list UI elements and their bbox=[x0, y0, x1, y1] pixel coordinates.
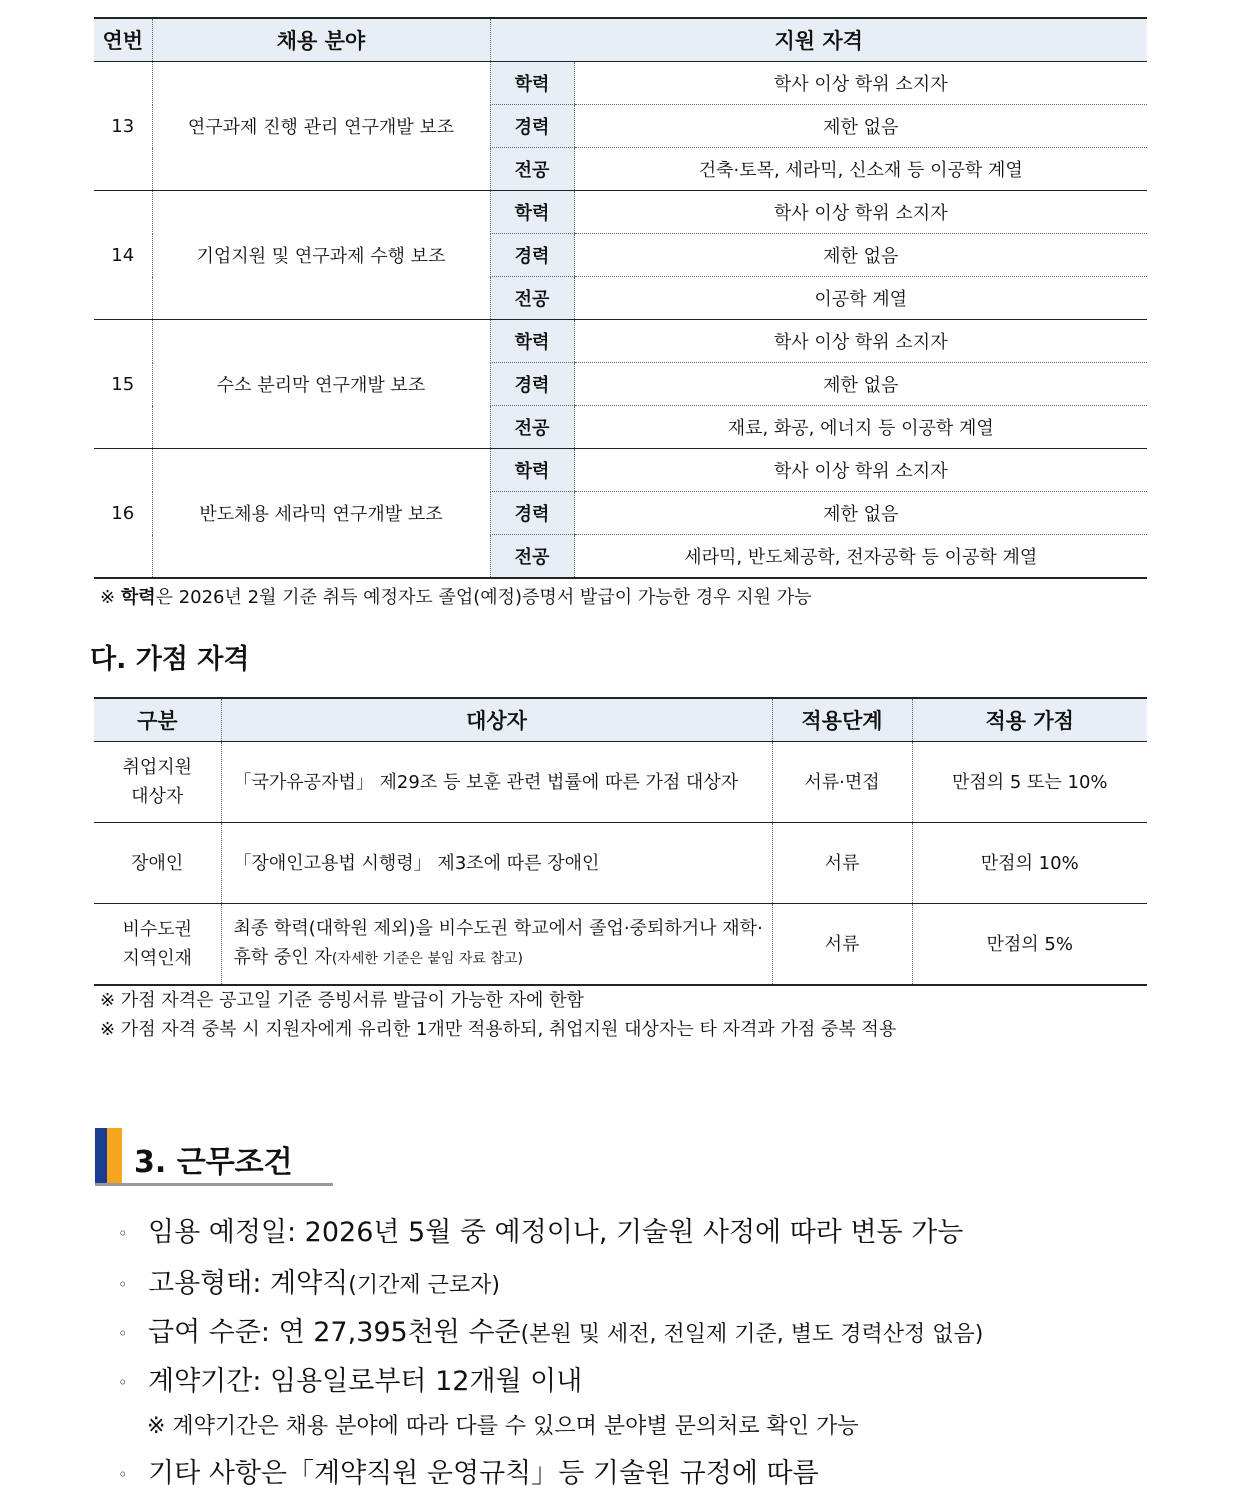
category-line1: 취업지원 bbox=[122, 757, 193, 778]
table2-note-2: ※ 가점 자격 중복 시 지원자에게 유리한 1개만 적용하되, 취업지원 대상자는 타 자격과 가점 중복 적용 bbox=[100, 1019, 897, 1040]
row-value: 건축·토목, 세라믹, 신소재 등 이공학 계열 bbox=[574, 148, 1147, 191]
condition-main: 기타 사항은「계약직원 운영규칙」등 기술원 규정에 따름 bbox=[148, 1458, 819, 1489]
target-small: (자세한 기준은 붙임 자료 참고) bbox=[331, 951, 523, 967]
row-field: 연구과제 진행 관리 연구개발 보조 bbox=[152, 62, 490, 191]
condition-item bbox=[118, 1261, 500, 1300]
row-number: 15 bbox=[94, 320, 152, 449]
condition-main: 계약기간: 임용일로부터 12개월 이내 bbox=[148, 1366, 583, 1397]
row-value: 이공학 계열 bbox=[574, 277, 1147, 320]
row-value: 세라믹, 반도체공학, 전자공학 등 이공학 계열 bbox=[574, 535, 1147, 579]
target-cell bbox=[221, 823, 772, 904]
category-line2: 지역인재 bbox=[122, 948, 193, 969]
row-label: 학력 bbox=[490, 62, 574, 105]
bullet-icon: ◦ bbox=[118, 1275, 128, 1294]
section-da-title: 다. 가점 자격 bbox=[90, 644, 250, 675]
row-label: 학력 bbox=[490, 449, 574, 492]
stage-cell: 서류 bbox=[772, 904, 912, 986]
row-field: 반도체용 세라믹 연구개발 보조 bbox=[152, 449, 490, 579]
bullet-icon: ◦ bbox=[118, 1373, 128, 1392]
row-value: 학사 이상 학위 소지자 bbox=[574, 320, 1147, 363]
stage-cell: 서류·면접 bbox=[772, 742, 912, 823]
row-value: 재료, 화공, 에너지 등 이공학 계열 bbox=[574, 406, 1147, 449]
bonus-cell: 만점의 5 또는 10% bbox=[912, 742, 1147, 823]
condition-item bbox=[118, 1359, 582, 1398]
category-cell bbox=[94, 742, 221, 823]
category-line2: 대상자 bbox=[131, 786, 184, 807]
category-line1: 장애인 bbox=[131, 852, 184, 874]
condition-item bbox=[118, 1210, 963, 1249]
bullet-icon: ◦ bbox=[118, 1224, 128, 1243]
row-label: 경력 bbox=[490, 234, 574, 277]
row-label: 전공 bbox=[490, 535, 574, 579]
section3-title: 3. 근무조건 bbox=[134, 1145, 293, 1180]
row-value: 학사 이상 학위 소지자 bbox=[574, 449, 1147, 492]
row-label: 전공 bbox=[490, 277, 574, 320]
row-label: 경력 bbox=[490, 105, 574, 148]
row-number: 16 bbox=[94, 449, 152, 579]
section-underline bbox=[95, 1183, 333, 1186]
qualification-row bbox=[94, 449, 1147, 492]
row-value: 제한 없음 bbox=[574, 234, 1147, 277]
condition-main: 급여 수준: 연 27,395천원 수준 bbox=[148, 1317, 521, 1348]
condition-small: (기간제 근로자) bbox=[348, 1273, 500, 1298]
table1-note bbox=[100, 583, 811, 609]
qualification-table bbox=[94, 17, 1147, 579]
bonus-row bbox=[94, 742, 1147, 823]
condition-item bbox=[118, 1451, 819, 1490]
row-value: 제한 없음 bbox=[574, 363, 1147, 406]
condition-item bbox=[118, 1310, 983, 1349]
row-field: 기업지원 및 연구과제 수행 보조 bbox=[152, 191, 490, 320]
qualification-row bbox=[94, 191, 1147, 234]
target-text: 최종 학력(대학원 제외)을 비수도권 학교에서 졸업·중퇴하거나 재학·휴학 중인 자 bbox=[233, 918, 763, 968]
row-number: 14 bbox=[94, 191, 152, 320]
row-label: 경력 bbox=[490, 363, 574, 406]
row-label: 전공 bbox=[490, 148, 574, 191]
row-value: 학사 이상 학위 소지자 bbox=[574, 62, 1147, 105]
row-value: 제한 없음 bbox=[574, 492, 1147, 535]
row-label: 학력 bbox=[490, 191, 574, 234]
stage-cell: 서류 bbox=[772, 823, 912, 904]
header-bonus: 적용 가점 bbox=[912, 698, 1147, 742]
note-rest: 은 2026년 2월 기준 취득 예정자도 졸업(예정)증명서 발급이 가능한 경우 지원 가능 bbox=[155, 587, 812, 608]
condition-main: 고용형태: 계약직 bbox=[148, 1268, 349, 1299]
target-text: 「국가유공자법」 제29조 등 보훈 관련 법률에 따른 가점 대상자 bbox=[233, 771, 739, 793]
row-number: 13 bbox=[94, 62, 152, 191]
section-marker-blue bbox=[95, 1128, 107, 1186]
category-cell bbox=[94, 823, 221, 904]
bonus-row bbox=[94, 904, 1147, 986]
note-prefix: ※ bbox=[100, 587, 121, 608]
target-cell bbox=[221, 904, 772, 986]
bonus-table bbox=[94, 697, 1147, 986]
note-bold: 학력 bbox=[120, 587, 156, 608]
bonus-row bbox=[94, 823, 1147, 904]
header-field: 채용 분야 bbox=[152, 18, 490, 62]
row-field: 수소 분리막 연구개발 보조 bbox=[152, 320, 490, 449]
target-cell bbox=[221, 742, 772, 823]
section-marker-orange bbox=[107, 1128, 122, 1186]
table2-note-1: ※ 가점 자격은 공고일 기준 증빙서류 발급이 가능한 자에 한함 bbox=[100, 990, 584, 1011]
bonus-cell: 만점의 10% bbox=[912, 823, 1147, 904]
header-target: 대상자 bbox=[221, 698, 772, 742]
qualification-row bbox=[94, 320, 1147, 363]
condition-main: 임용 예정일: 2026년 5월 중 예정이나, 기술원 사정에 따라 변동 가능 bbox=[148, 1217, 964, 1248]
header-qualification: 지원 자격 bbox=[490, 18, 1147, 62]
condition-small: (본원 및 세전, 전일제 기준, 별도 경력산정 없음) bbox=[520, 1322, 984, 1347]
target-text: 「장애인고용법 시행령」 제3조에 따른 장애인 bbox=[233, 852, 600, 874]
category-cell bbox=[94, 904, 221, 986]
row-label: 전공 bbox=[490, 406, 574, 449]
header-no: 연번 bbox=[94, 18, 152, 62]
category-line1: 비수도권 bbox=[122, 919, 193, 940]
header-stage: 적용단계 bbox=[772, 698, 912, 742]
bullet-icon: ◦ bbox=[118, 1465, 128, 1484]
bonus-cell: 만점의 5% bbox=[912, 904, 1147, 986]
header-category: 구분 bbox=[94, 698, 221, 742]
row-label: 학력 bbox=[490, 320, 574, 363]
row-label: 경력 bbox=[490, 492, 574, 535]
qualification-row bbox=[94, 62, 1147, 105]
row-value: 제한 없음 bbox=[574, 105, 1147, 148]
contract-subnote: ※ 계약기간은 채용 분야에 따라 다를 수 있으며 분야별 문의처로 확인 가능 bbox=[147, 1414, 859, 1439]
row-value: 학사 이상 학위 소지자 bbox=[574, 191, 1147, 234]
bullet-icon: ◦ bbox=[118, 1324, 128, 1343]
